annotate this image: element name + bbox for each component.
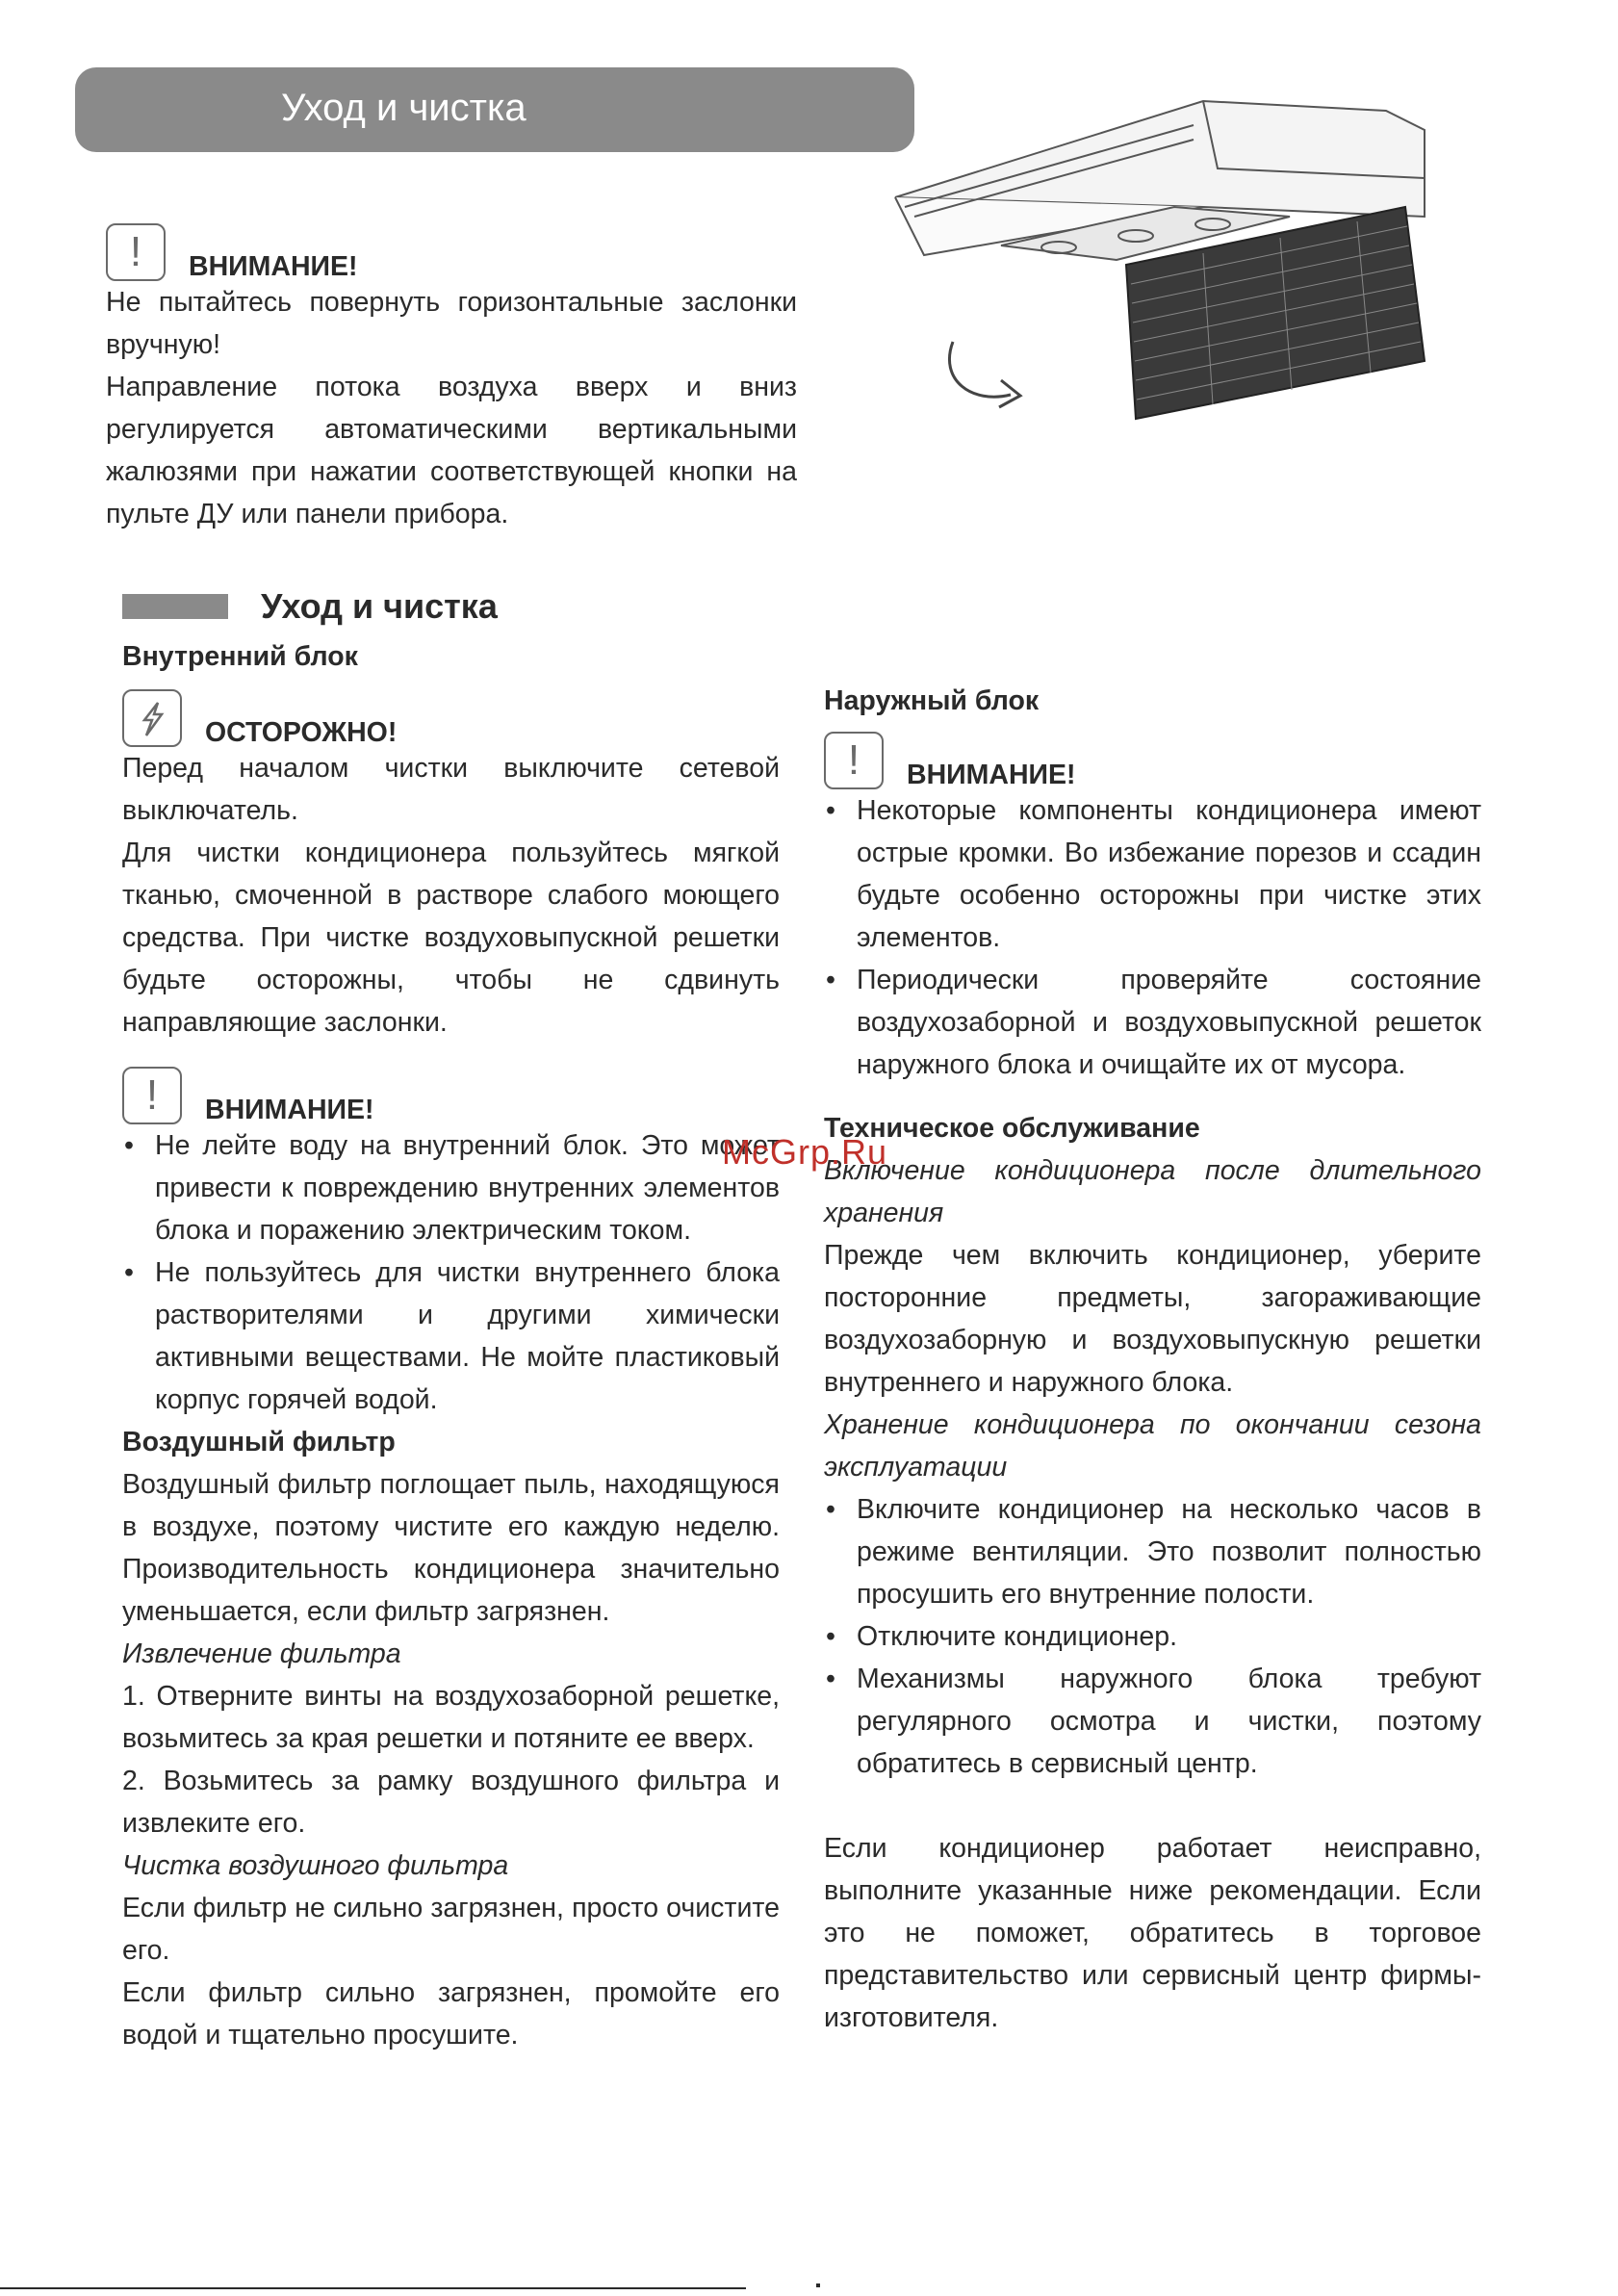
maintenance-final-text: Если кондиционер работает неисправно, выполните указанные ниже рекомендации. Если это не поможет, обратитесь в торговое представительство или сервисный центр фирмы-изготовителя. [824, 1833, 1481, 2033]
air-conditioner-illustration [886, 72, 1434, 438]
right-column [824, 680, 1481, 2039]
maintenance-bullets [824, 1488, 1481, 1785]
caution-label: ОСТОРОЖНО! [205, 717, 398, 748]
filter-step: 2. Возьмитесь за рамку воздушного фильтра и извлеките его. [122, 1766, 780, 1839]
exclamation-icon: ! [106, 223, 166, 281]
exclamation-icon: ! [122, 1067, 182, 1124]
air-filter-heading: Воздушный фильтр [122, 1427, 396, 1458]
filter-cleaning-text: Если фильтр не сильно загрязнен, просто очистите его. [122, 1893, 780, 1966]
notice-label: ВНИМАНИЕ! [189, 251, 358, 282]
caution-block [122, 689, 780, 747]
notice-bullets [824, 789, 1481, 1086]
outdoor-unit-heading: Наружный блок [824, 685, 1040, 716]
left-column-section [122, 578, 780, 2056]
notice-warning-1 [106, 223, 797, 281]
caution-text: Перед началом чистки выключите сетевой выключатель. [122, 753, 780, 826]
maintenance-subheading: Включение кондиционера после длительного хранения [824, 1155, 1481, 1228]
notice-warning-2 [122, 1067, 780, 1124]
section-bar [122, 594, 228, 619]
caution-text: Для чистки кондиционера пользуйтесь мягкой тканью, смоченной в растворе слабого моющего средства. При чистке воздуховыпускной решетки будьте осторожны, чтобы не сдвинуть направляющие заслонки. [122, 838, 780, 1038]
notice-text: Не пытайтесь повернуть горизонтальные заслонки вручную! [106, 287, 797, 360]
filter-text: Воздушный фильтр поглощает пыль, находящуюся в воздухе, поэтому чистите его каждую неделю. Производительность кондиционера значительно уменьшается, если фильтр загрязнен. [122, 1469, 780, 1627]
filter-step: 1. Отверните винты на воздухозаборной решетке, возьмитесь за края решетки и потяните ее вверх. [122, 1681, 780, 1754]
notice-label: ВНИМАНИЕ! [205, 1095, 374, 1125]
filter-cleaning-heading: Чистка воздушного фильтра [122, 1850, 509, 1881]
header-banner [75, 67, 914, 152]
list-item: • Не пользуйтесь для чистки внутреннего блока растворителями и другими химически активными веществами. Не мойте пластиковый корпус горячей водой. [122, 1251, 780, 1421]
notice-text: Направление потока воздуха вверх и вниз регулируется автоматическими вертикальными жалюзями при нажатии соответствующей кнопки на пульте ДУ или панели прибора. [106, 372, 797, 529]
lightning-icon [122, 689, 182, 747]
header-title: Уход и чистка [281, 87, 526, 129]
filter-cleaning-text: Если фильтр сильно загрязнен, промойте его водой и тщательно просушите. [122, 1977, 780, 2051]
maintenance-subheading: Хранение кондиционера по окончании сезона эксплуатации [824, 1409, 1481, 1483]
section-heading [122, 578, 780, 635]
footer-rule [0, 2287, 746, 2289]
indoor-unit-heading: Внутренний блок [122, 641, 358, 672]
list-item: • Отключите кондиционер. [824, 1615, 1481, 1658]
section-title: Уход и чистка [261, 586, 498, 626]
footer-mark [816, 2283, 820, 2287]
notice-warning-3 [824, 732, 1481, 789]
list-item: • Механизмы наружного блока требуют регулярного осмотра и чистки, поэтому обратитесь в сервисный центр. [824, 1658, 1481, 1785]
maintenance-text: Прежде чем включить кондиционер, уберите посторонние предметы, загораживающие воздухозаборную и воздуховыпускную решетки внутреннего и наружного блока. [824, 1240, 1481, 1398]
list-item: • Включите кондиционер на несколько часов в режиме вентиляции. Это позволит полностью просушить его внутренние полости. [824, 1488, 1481, 1615]
list-item: • Периодически проверяйте состояние воздухозаборной и воздуховыпускной решеток наружного блока и очищайте их от мусора. [824, 959, 1481, 1086]
exclamation-icon: ! [824, 732, 884, 789]
notice-bullets [122, 1124, 780, 1421]
watermark: McGrp.Ru [722, 1132, 888, 1172]
filter-removal-heading: Извлечение фильтра [122, 1638, 401, 1669]
list-item: • Некоторые компоненты кондиционера имеют острые кромки. Во избежание порезов и ссадин будьте особенно осторожны при чистке этих элементов. [824, 789, 1481, 959]
notice-label: ВНИМАНИЕ! [907, 760, 1076, 790]
left-column [106, 223, 797, 535]
maintenance-heading: Техническое обслуживание [824, 1113, 1200, 1144]
list-item: • Не лейте воду на внутренний блок. Это может привести к повреждению внутренних элементов блока и поражению электрическим током. [122, 1124, 780, 1251]
